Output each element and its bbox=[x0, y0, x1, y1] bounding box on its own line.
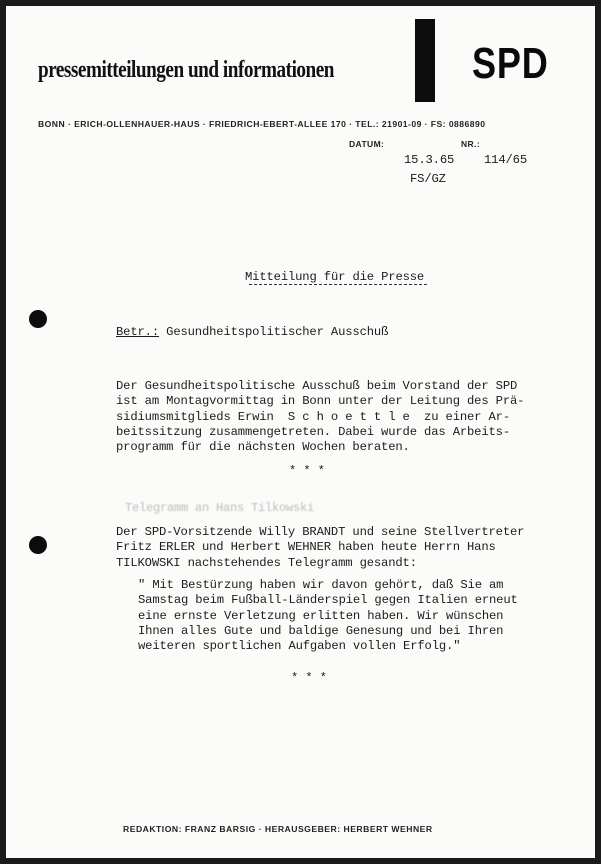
heading-dashed-rule bbox=[249, 284, 427, 285]
punch-hole-bottom bbox=[29, 536, 47, 554]
subject-text: Gesundheitspolitischer Ausschuß bbox=[166, 325, 389, 339]
faint-show-through-line: Telegramm an Hans Tilkowski bbox=[125, 501, 315, 515]
initials: FS/GZ bbox=[410, 172, 446, 186]
date-value: 15.3.65 bbox=[404, 153, 455, 167]
spd-logo: SPD bbox=[472, 39, 549, 88]
footer-credits: REDAKTION: FRANZ BARSIG · HERAUSGEBER: HERBERT WEHNER bbox=[123, 824, 433, 834]
paragraph-1: Der Gesundheitspolitische Ausschuß beim Vorstand der SPD ist am Montagvormittag in Bonn unter der Leitung des Prä- sidiumsmitglieds Erwin S c h o e t t l e zu einer Ar- beitssitzung zusammengetreten. Dabei wurde das Arbeits- programm für die nächsten Wochen beraten. bbox=[116, 379, 525, 455]
nr-label: NR.: bbox=[461, 139, 481, 149]
paragraph-2: Der SPD-Vorsitzende Willy BRANDT und seine Stellvertreter Fritz ERLER und Herbert WEHNER haben heute Herrn Hans TILKOWSKI nachstehendes Telegramm gesandt: bbox=[116, 525, 525, 570]
punch-hole-top bbox=[29, 310, 47, 328]
number-value: 114/65 bbox=[484, 153, 527, 167]
logo-black-bar bbox=[415, 19, 435, 102]
datum-label: DATUM: bbox=[349, 139, 385, 149]
subject-label: Betr.: bbox=[116, 325, 159, 339]
address-line: BONN · ERICH-OLLENHAUER-HAUS · FRIEDRICH-EBERT-ALLEE 170 · TEL.: 21901-09 · FS: 0886890 bbox=[38, 119, 486, 129]
subject-line bbox=[116, 325, 388, 339]
separator-stars-1: * * * bbox=[289, 464, 325, 478]
masthead-title: pressemitteilungen und informationen bbox=[38, 57, 334, 83]
separator-stars-2: * * * bbox=[291, 671, 327, 685]
document-page bbox=[6, 6, 595, 858]
press-heading: Mitteilung für die Presse bbox=[245, 270, 425, 284]
telegram-quote: " Mit Bestürzung haben wir davon gehört, daß Sie am Samstag beim Fußball-Länderspiel gegen Italien erneut eine ernste Verletzung erlitten haben. Wir wünschen Ihnen alles Gute und baldige Genesung und bei Ihren weiteren sportlichen Aufgaben vollen Erfolg." bbox=[138, 578, 518, 654]
